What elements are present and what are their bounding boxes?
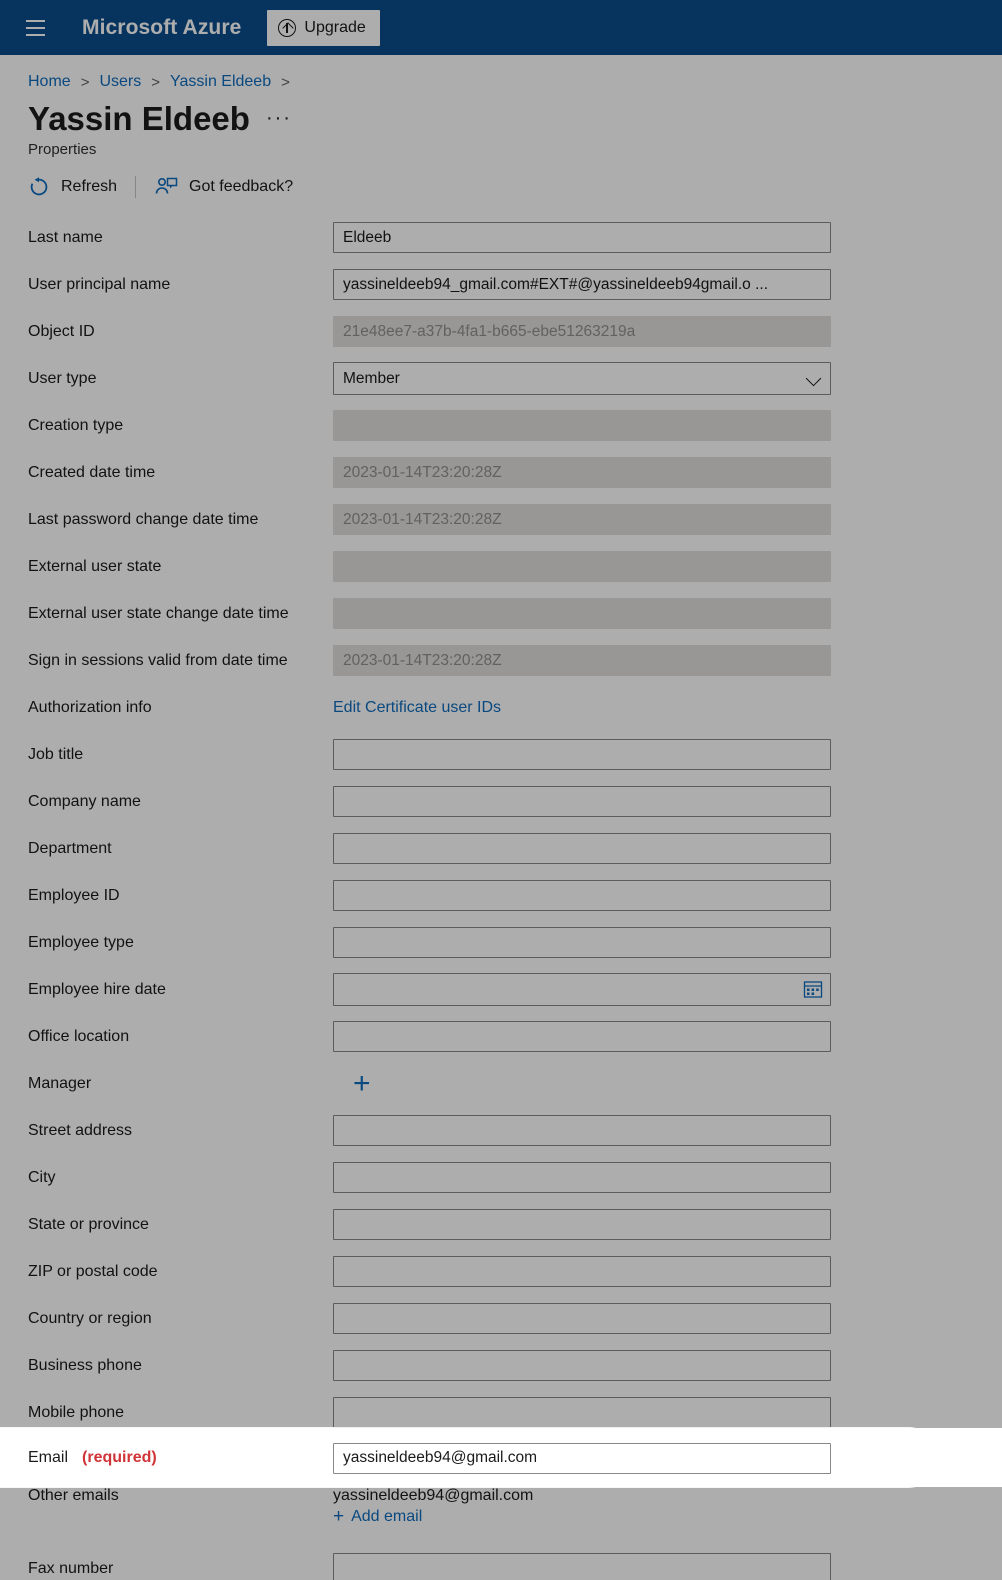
label-country-or-region: Country or region <box>28 1309 152 1327</box>
form-row-zip-or-postal-code <box>28 1248 1002 1295</box>
breadcrumb-item-current[interactable]: Yassin Eldeeb <box>170 73 272 90</box>
street-address-input[interactable] <box>333 1115 831 1146</box>
form-row-job-title <box>28 731 1002 778</box>
label-office-location: Office location <box>28 1027 130 1045</box>
label-state-or-province: State or province <box>28 1215 149 1233</box>
mobile-phone-input[interactable] <box>333 1397 831 1428</box>
label-business-phone: Business phone <box>28 1356 142 1374</box>
breadcrumb <box>0 55 1002 91</box>
page-subtitle: Properties <box>28 141 97 159</box>
breadcrumb-item-home[interactable]: Home <box>28 73 71 90</box>
object-id-input <box>333 316 831 347</box>
email-required-badge: (required) <box>82 1449 157 1466</box>
label-external-user-state-change-date-time: External user state change date time <box>28 604 289 622</box>
label-external-user-state: External user state <box>28 557 162 575</box>
form-row-office-location <box>28 1013 1002 1060</box>
creation-type-input <box>333 410 831 441</box>
label-job-title: Job title <box>28 745 84 763</box>
label-manager: Manager <box>28 1074 92 1092</box>
label-zip-or-postal-code: ZIP or postal code <box>28 1262 158 1280</box>
label-company-name: Company name <box>28 792 141 810</box>
refresh-icon <box>28 176 50 198</box>
upgrade-button-label: Upgrade <box>304 18 366 36</box>
form-row-street-address <box>28 1107 1002 1154</box>
form-row-city <box>28 1154 1002 1201</box>
label-last-password-change-date-time: Last password change date time <box>28 510 259 528</box>
office-location-input[interactable] <box>333 1021 831 1052</box>
label-creation-type: Creation type <box>28 416 124 434</box>
form-row-state-or-province <box>28 1201 1002 1248</box>
form-row-external-user-state-change <box>28 590 1002 637</box>
other-emails-value: yassineldeeb94@gmail.com <box>333 1487 534 1505</box>
company-name-input[interactable] <box>333 786 831 817</box>
form-row-created-date-time <box>28 449 1002 496</box>
label-object-id: Object ID <box>28 322 95 340</box>
created-date-time-input <box>333 457 831 488</box>
refresh-button[interactable] <box>28 172 131 202</box>
form-row-object-id <box>28 308 1002 355</box>
form-row-business-phone <box>28 1342 1002 1389</box>
label-other-emails: Other emails <box>28 1487 119 1505</box>
label-authorization-info: Authorization info <box>28 698 152 716</box>
form-row-sign-in-sessions-valid-from <box>28 637 1002 684</box>
label-department: Department <box>28 839 112 857</box>
last-name-input[interactable] <box>333 222 831 253</box>
form-row-authorization-info <box>28 684 1002 731</box>
employee-id-input[interactable] <box>333 880 831 911</box>
edit-certificate-user-ids-link[interactable]: Edit Certificate user IDs <box>333 698 502 716</box>
label-fax-number: Fax number <box>28 1559 114 1577</box>
form-row-last-password-change <box>28 496 1002 543</box>
form-row-external-user-state <box>28 543 1002 590</box>
properties-form <box>0 214 1002 1580</box>
upgrade-circle-arrow-icon <box>278 19 296 37</box>
label-street-address: Street address <box>28 1121 133 1139</box>
country-or-region-input[interactable] <box>333 1303 831 1334</box>
label-last-name: Last name <box>28 228 103 246</box>
form-row-department <box>28 825 1002 872</box>
external-user-state-input <box>333 551 831 582</box>
upgrade-button[interactable] <box>267 10 379 46</box>
feedback-person-icon <box>154 176 178 198</box>
hamburger-icon[interactable] <box>18 11 52 45</box>
label-email: Email <box>28 1449 69 1466</box>
state-or-province-input[interactable] <box>333 1209 831 1240</box>
sign-in-sessions-valid-from-input <box>333 645 831 676</box>
department-input[interactable] <box>333 833 831 864</box>
label-city: City <box>28 1168 56 1186</box>
form-row-other-emails <box>28 1483 1002 1545</box>
label-user-type: User type <box>28 369 97 387</box>
employee-type-input[interactable] <box>333 927 831 958</box>
form-row-user-principal-name <box>28 261 1002 308</box>
form-row-employee-id <box>28 872 1002 919</box>
top-navigation-bar <box>0 0 1002 55</box>
breadcrumb-separator-icon: > <box>281 73 290 91</box>
form-row-user-type <box>28 355 1002 402</box>
label-employee-hire-date: Employee hire date <box>28 980 166 998</box>
form-row-company-name <box>28 778 1002 825</box>
got-feedback-label: Got feedback? <box>189 178 294 196</box>
employee-hire-date-input[interactable] <box>333 973 831 1006</box>
label-sign-in-sessions-valid-from-date-time: Sign in sessions valid from date time <box>28 651 288 669</box>
breadcrumb-item-users[interactable]: Users <box>99 73 142 90</box>
refresh-label: Refresh <box>61 178 118 196</box>
job-title-input[interactable] <box>333 739 831 770</box>
breadcrumb-separator-icon: > <box>151 73 160 91</box>
calendar-icon[interactable] <box>803 979 823 999</box>
got-feedback-button[interactable] <box>154 172 307 202</box>
brand-title: Microsoft Azure <box>82 15 242 39</box>
label-mobile-phone: Mobile phone <box>28 1403 125 1421</box>
form-row-manager <box>28 1060 1002 1107</box>
label-employee-id: Employee ID <box>28 886 120 904</box>
breadcrumb-separator-icon: > <box>80 73 90 91</box>
city-input[interactable] <box>333 1162 831 1193</box>
form-row-creation-type <box>28 402 1002 449</box>
form-row-fax-number <box>28 1545 1002 1580</box>
command-bar <box>0 158 1002 212</box>
form-row-email <box>28 1441 888 1475</box>
fax-number-input[interactable] <box>333 1553 831 1580</box>
business-phone-input[interactable] <box>333 1350 831 1381</box>
last-password-change-date-time-input <box>333 504 831 535</box>
user-principal-name-input[interactable] <box>333 269 831 300</box>
plus-icon: + <box>333 1506 345 1528</box>
label-user-principal-name: User principal name <box>28 275 171 293</box>
page-header <box>0 91 1002 137</box>
add-email-button[interactable] <box>333 1507 533 1526</box>
external-user-state-change-date-time-input <box>333 598 831 629</box>
command-bar-divider <box>135 176 136 198</box>
more-options-button[interactable]: ··· <box>265 107 292 130</box>
add-manager-button[interactable]: + <box>353 1066 371 1100</box>
form-row-country-or-region <box>28 1295 1002 1342</box>
label-employee-type: Employee type <box>28 933 134 951</box>
user-type-select[interactable] <box>333 362 831 395</box>
page-title: Yassin Eldeeb <box>28 100 250 137</box>
add-email-label: Add email <box>351 1507 423 1525</box>
zip-or-postal-code-input[interactable] <box>333 1256 831 1287</box>
label-created-date-time: Created date time <box>28 463 156 481</box>
form-row-employee-hire-date <box>28 966 1002 1013</box>
form-row-last-name <box>28 214 1002 261</box>
form-row-employee-type <box>28 919 1002 966</box>
email-input[interactable] <box>333 1443 831 1474</box>
